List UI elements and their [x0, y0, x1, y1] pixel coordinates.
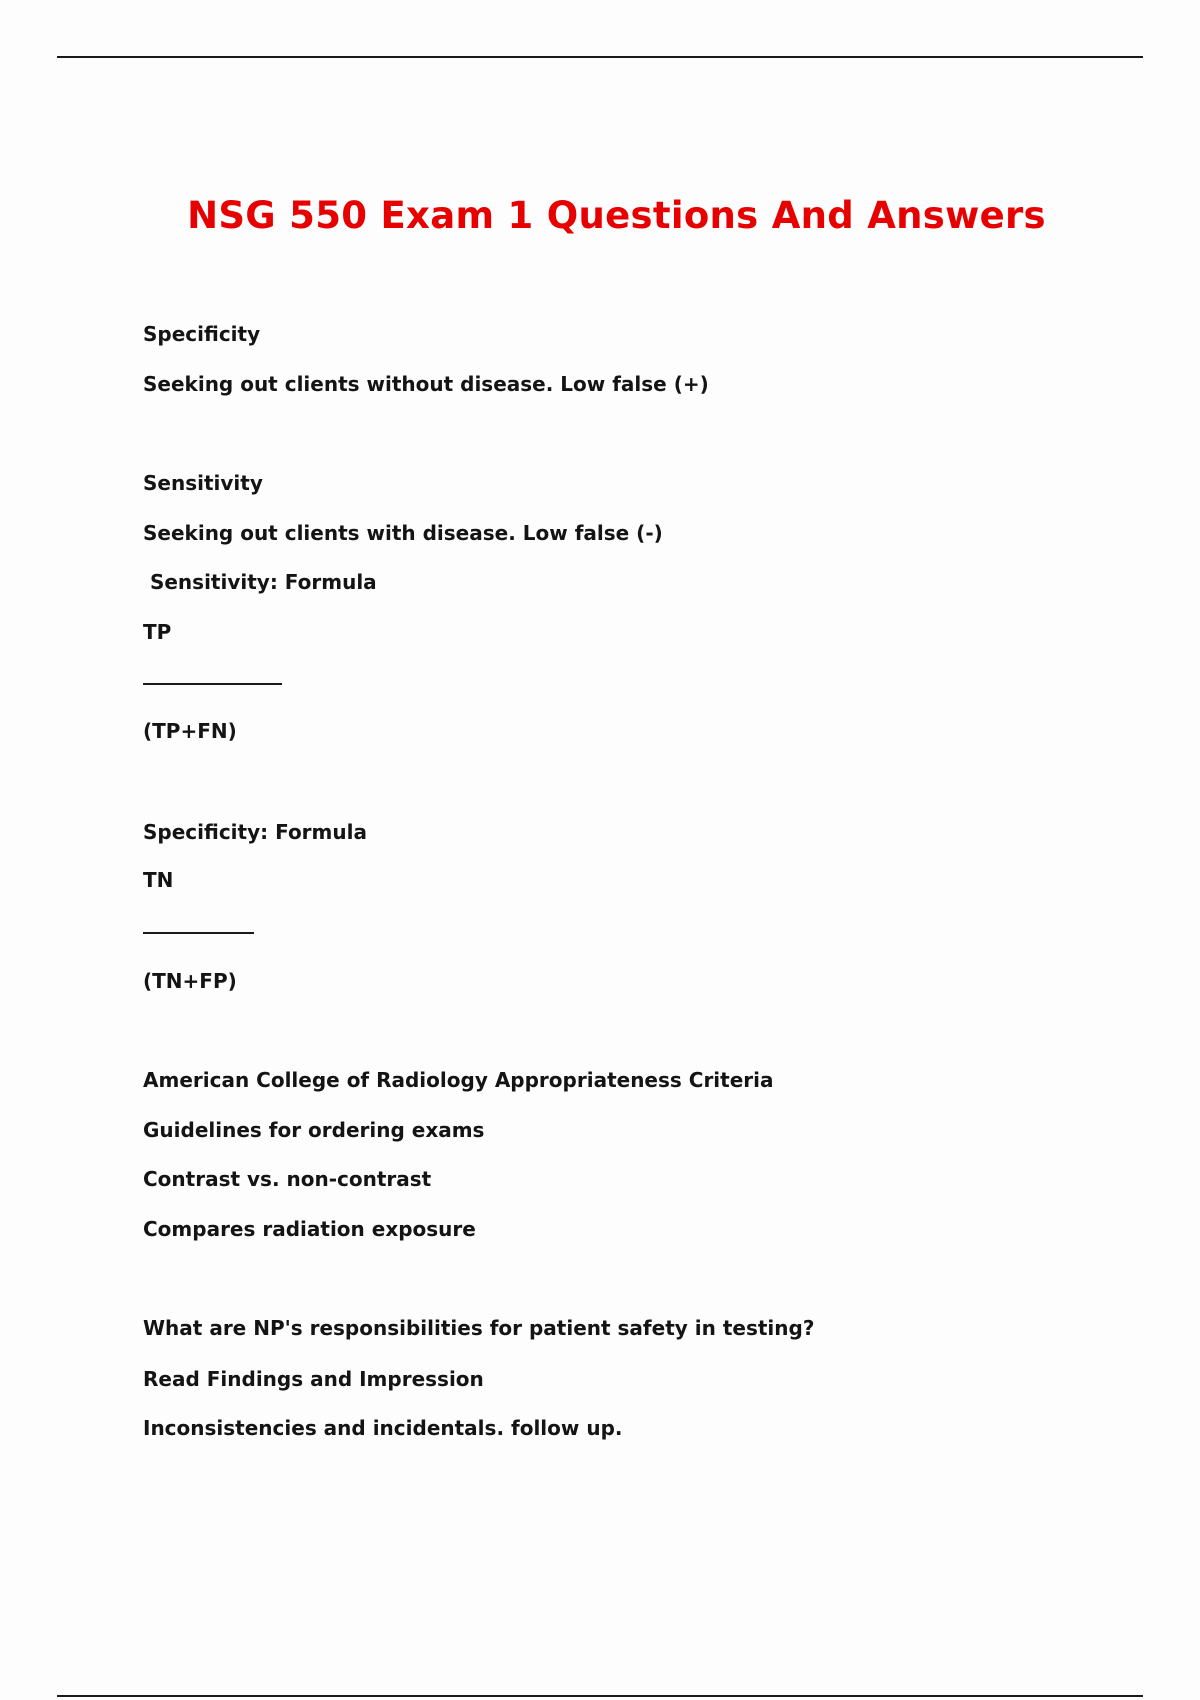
- formula-numerator-tn: TN: [143, 868, 174, 892]
- question-np-responsibilities: What are NP's responsibilities for patient safety in testing?: [143, 1316, 815, 1340]
- term-sensitivity-formula: Sensitivity: Formula: [143, 570, 377, 594]
- term-specificity: Specificity: [143, 322, 261, 346]
- header-rule: [57, 56, 1143, 58]
- fraction-bar: [143, 683, 282, 685]
- definition-line: Guidelines for ordering exams: [143, 1118, 485, 1142]
- definition-specificity: Seeking out clients without disease. Low false (+): [143, 372, 709, 396]
- definition-line: Compares radiation exposure: [143, 1217, 476, 1241]
- answer-line: Inconsistencies and incidentals. follow up.: [143, 1416, 623, 1440]
- answer-line: Read Findings and Impression: [143, 1367, 484, 1391]
- term-acr-criteria: American College of Radiology Appropriateness Criteria: [143, 1068, 774, 1092]
- definition-sensitivity: Seeking out clients with disease. Low false (-): [143, 521, 663, 545]
- formula-denominator-tn-fp: (TN+FP): [143, 969, 237, 993]
- definition-line: Contrast vs. non-contrast: [143, 1167, 432, 1191]
- footer-rule: [57, 1695, 1143, 1697]
- document-title: NSG 550 Exam 1 Questions And Answers: [187, 194, 1046, 237]
- fraction-bar: [143, 932, 254, 934]
- term-specificity-formula: Specificity: Formula: [143, 820, 367, 844]
- formula-numerator-tp: TP: [143, 620, 172, 644]
- term-sensitivity: Sensitivity: [143, 471, 263, 495]
- formula-denominator-tp-fn: (TP+FN): [143, 719, 237, 743]
